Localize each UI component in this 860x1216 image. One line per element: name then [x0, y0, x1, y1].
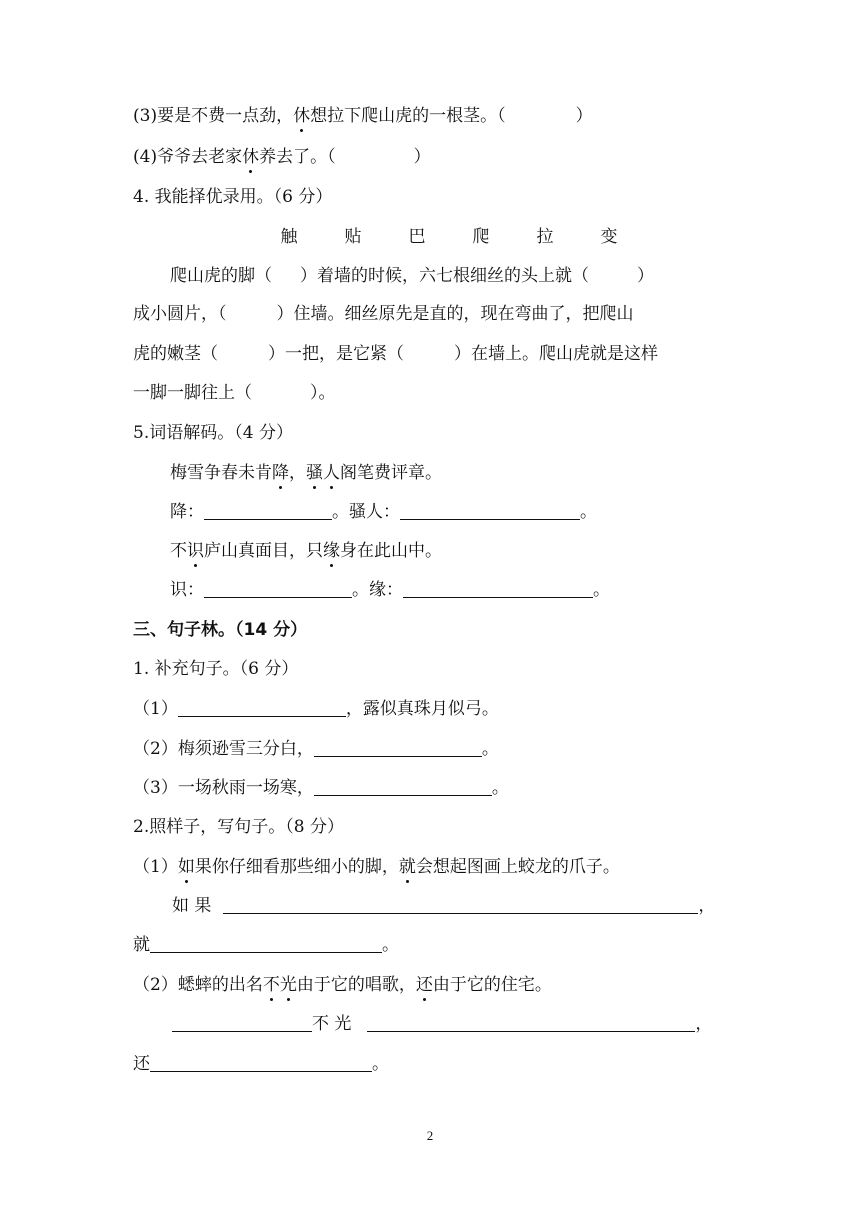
q2-example-2: （2）蟋蟀的出名不光由于它的唱歌，还由于它的住宅。	[133, 975, 552, 995]
answer-blank[interactable]	[314, 738, 482, 757]
answer-blank[interactable]	[204, 579, 352, 598]
answer-blank[interactable]	[178, 698, 346, 717]
answer-blank[interactable]	[204, 501, 332, 520]
answer-blank[interactable]	[400, 501, 580, 520]
answer-line-2: 识： 。缘： 。	[170, 580, 610, 600]
q4-line-3: 虎的嫩茎（ ）一把，是它紧（ ）在墙上。爬山虎就是这样	[133, 344, 658, 364]
poem-line-2: 不识庐山真面目，只缘身在此山中。	[170, 541, 442, 561]
option-word: 拉	[536, 227, 554, 247]
q2-write-1: 如 果 ，	[172, 896, 716, 916]
option-word: 贴	[344, 227, 362, 247]
q2-heading: 2.照样子，写句子。（8 分）	[133, 817, 344, 837]
option-word: 爬	[472, 227, 490, 247]
q2-write-3: 不 光 ，	[172, 1012, 712, 1036]
answer-blank[interactable]	[172, 1013, 312, 1032]
question-4-heading: 4. 我能择优录用。（6 分）	[133, 187, 333, 207]
option-word: 触	[280, 227, 298, 247]
q1-item-1: （1） ，露似真珠月似弓。	[133, 699, 499, 719]
question-5-heading: 5.词语解码。（4 分）	[133, 423, 293, 443]
q2-example-1: （1）如果你仔细看那些细小的脚，就会想起图画上蛟龙的爪子。	[133, 857, 620, 877]
q4-line-2: 成小圆片，（ ）住墙。细丝原先是直的，现在弯曲了，把爬山	[133, 304, 634, 324]
q4-line-1: 爬山虎的脚（ ）着墙的时候，六七根细丝的头上就（ ）	[170, 266, 654, 286]
q1-heading: 1. 补充句子。（6 分）	[133, 659, 299, 679]
q2-write-4: 还 。	[133, 1054, 389, 1074]
section-3-heading: 三、句子林。（14 分）	[133, 620, 308, 640]
answer-blank[interactable]	[150, 1053, 372, 1072]
answer-blank[interactable]	[403, 579, 593, 598]
answer-blank[interactable]	[150, 934, 382, 953]
q4-line-4: 一脚一脚往上（ ）。	[133, 383, 336, 403]
answer-blank[interactable]	[314, 777, 492, 796]
answer-blank[interactable]	[223, 895, 698, 914]
q2-write-2: 就 。	[133, 935, 399, 955]
option-word: 巴	[408, 227, 426, 247]
q1-item-2: （2）梅须逊雪三分白， 。	[133, 739, 499, 759]
poem-line-1: 梅雪争春未肯降，骚人阁笔费评章。	[170, 463, 442, 483]
q1-item-3: （3）一场秋雨一场寒， 。	[133, 778, 509, 798]
question-3-3: (3)要是不费一点劲，休想拉下爬山虎的一根茎。（ ）	[133, 106, 593, 126]
option-word: 变	[600, 227, 618, 247]
answer-line-1: 降： 。骚人： 。	[170, 502, 597, 522]
word-options	[257, 225, 641, 249]
question-3-4: (4)爷爷去老家休养去了。（ ）	[133, 147, 431, 167]
answer-blank[interactable]	[367, 1013, 695, 1032]
page-number: 2	[426, 1128, 434, 1143]
